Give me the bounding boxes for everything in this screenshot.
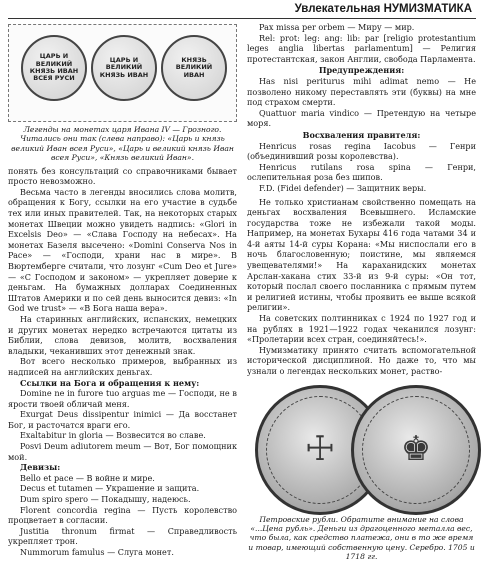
coin-ivan-3: КНЯЗЬ ВЕЛИКИЙ ИВАН xyxy=(161,35,227,101)
subheading: Ссылки на Бога и обращения к нему: xyxy=(20,377,200,388)
paragraph: На старинных английских, испанских, немецких и других монетах нередко встречаются цитаты из Библии, слова девизов, молитв, восхваления владыки, чеканивших этот денежный знак. xyxy=(8,313,237,356)
legend-line: Bello et pace — В войне и мире. xyxy=(20,472,155,483)
paragraph: Весьма часто в легенды вносились слова молитв, обращения к Богу, ссылки на его участие в судьбе тех или иных правителей. Так, на некоторых старых монетах Швеции можно увидеть надпись: «Glori in Excelsis Deo» — «Слава Господу на небесах». На монетах Базеля высечено: «Domini Conserva Nos in Pace» — «Господи, храни нас в мире». В Вюртемберге считали, что лозунг «Cum Deo et Jure» — «С Господом и законом» — укрепляет доверие к деньгам. На бумажных долларах Соединенных Штатов Америки и по сей день выносится девиз: «In God we trust» — «В Бога наша вера». xyxy=(8,186,237,314)
legend-line: F.D. (Fidei defender) — Защитник веры. xyxy=(259,182,427,193)
paragraph: На советских полтинниках с 1924 по 1927 год и на рублях в 1921—1922 годах чеканился лозунг: «Пролетарии всех стран, соединяйтесь!». xyxy=(247,313,476,345)
legend-line: Exurgat Deus dissipentur inimici — Да восстанет Бог, и расточатся враги его. xyxy=(8,409,237,430)
legend-line: Dum spiro spero — Покадышу, надеюсь. xyxy=(20,494,191,505)
legend-line: Exaltabitur in gloria — Возвесится во славе. xyxy=(20,430,206,441)
paragraph: Нумизматику принято считать вспомогательной исторической дисциплиной. Но даже то, что мы узнали о легендах нескольких монет, раство- xyxy=(247,344,476,376)
legend-line: Rel: prot: leg: ang: lib: par [religio protestantium leges anglia libertas parlamentum] — Религия протестантская, закон Англии, свобода Парламента. xyxy=(247,32,476,64)
legend-line: Henricus rosas regina Iacobus — Генри (объединивший розы королевства). xyxy=(247,140,476,162)
section-title: Увлекательная НУМИЗМАТИКА xyxy=(294,3,472,15)
subheading: Девизы: xyxy=(20,462,61,473)
ruble-coin-reverse xyxy=(351,385,481,515)
coin-ivan-2: ЦАРЬ И ВЕЛИКИЙ КНЯЗЬ ИВАН xyxy=(91,35,157,101)
legend-line: Quattuor maria vindico — Претендую на четыре моря. xyxy=(247,107,476,129)
left-column xyxy=(8,22,237,558)
ruble-caption: Петровские рубли. Обратите внимание на слова «...Цена рубль». Деньги из драгоценного металла вес, что была, как средство платежа, они в то же время и товар, имеющий собственную цену. Серебро. 1705 и 1718 гг. xyxy=(248,514,475,562)
legend-line: Henricus rutilans rosa spina — Генри, ослепительная роза без шипов. xyxy=(247,161,476,183)
legend-line: Nummorum famulus — Слуга монет. xyxy=(20,547,174,557)
legend-line: Decus et tutamen — Украшение и защита. xyxy=(20,483,200,494)
coin-ivan-1: ЦАРЬ И ВЕЛИКИЙ КНЯЗЬ ИВАН ВСЕЯ РУСИ xyxy=(21,35,87,101)
legend-line: Has nisi periturus mihi adimat nemo — Не позволено никому переставлять эти (буквы) на мне под страхом смерти. xyxy=(247,75,476,108)
right-column xyxy=(247,22,476,562)
legend-line: Domine ne in furore tuo arguas me — Господи, не в ярости твоей обличай меня. xyxy=(8,388,237,409)
legend-line: Florent concordia regina — Пусть королевство процветает в согласии. xyxy=(8,504,237,526)
ruble-illustration xyxy=(247,381,476,515)
coin-caption: Легенды на монетах царя Ивана IV — Грозного. Читались они так (слева направо): «Царь и князь великий Иван всея Руси», «Царь и великий князь Иван всея Руси», «Князь великий Иван». xyxy=(11,125,234,163)
legend-line: Pax missa per orbem — Миру — мир. xyxy=(259,22,415,32)
paragraph: понять без консультаций со справочниками бывает просто невозможно. xyxy=(8,165,237,187)
subheading: Предупреждения: xyxy=(318,65,405,76)
paragraph: Не только христианам свойственно помещать на деньгах восхваления Всевышнего. Исламские государства тоже не избежали такой моды. Например, на монетах Бухары 416 года чатами 34 и 4-й аяты 14-й суры Корана: «Мы ниспослали его в ночь благословенную; поистине, мы являемся увещевателями!» На караханидских монетах Арслан-хакана стих 33-й из 9-й суры: «Он тот, который послал своего посланника с прямым путем и религией истины, чтобы проявить ее выше всякой религии». xyxy=(247,196,476,313)
legend-line: Justitia thronum firmat — Справедливость укрепляет трон. xyxy=(8,525,237,547)
subheading: Восхваления правителя: xyxy=(302,129,421,140)
eagle-icon: ☩ xyxy=(304,429,336,470)
coin-illustration xyxy=(8,24,237,122)
page-header xyxy=(0,0,484,22)
paragraph: Вот всего несколько примеров, выбранных из надписей на английских деньгах. xyxy=(8,356,237,377)
legend-line: Posvi Deum adiutorem meum — Вот, Бог помощник мой. xyxy=(8,441,237,462)
coin-ring xyxy=(362,396,470,504)
header-rule xyxy=(8,18,476,19)
eagle-icon: ♚ xyxy=(400,429,432,470)
